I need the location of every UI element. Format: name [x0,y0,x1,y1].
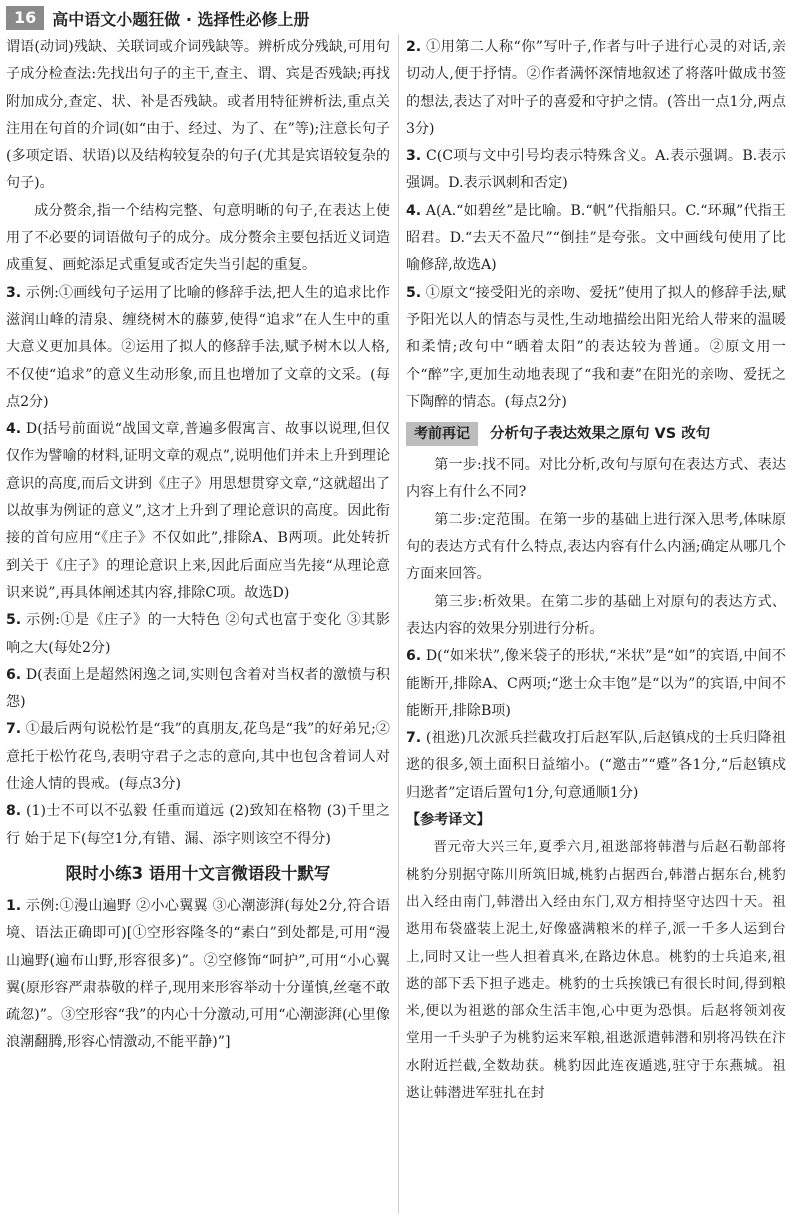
answer-7 [6,716,390,798]
answer-text: (1)士不可以不弘毅 任重而道远 (2)致知在格物 (3)千里之行 始于足下(每空1分,有错、漏、添字则该空不得分) [6,803,390,847]
review-tag: 考前再记 [406,422,478,446]
right-column [406,34,786,1107]
answer-number: 6. [6,666,22,683]
answer-5 [6,607,390,662]
column-divider [398,34,399,1214]
review-step-1: 第一步:找不同。对比分析,改句与原句在表达方式、表达内容上有什么不同? [406,457,786,501]
answer-2 [406,34,786,143]
answer-number: 3. [6,284,22,301]
answer-text: C(C项与文中引号均表示特殊含义。A.表示强调。B.表示强调。D.表示讽刺和否定) [406,148,786,192]
intro-paragraph-1: 谓语(动词)残缺、关联词或介词残缺等。辨析成分残缺,可用句子成分检查法:先找出句子的主干,查主、谓、宾是否残缺;再找附加成分,查定、状、补是否残缺。或者用特征辨析法,重点关注用在句首的介词(如“由于、经过、为了、在”等);注意长句子(多项定语、状语)以及结构较复杂的句子(尤其是宾语较复杂的句子)。 [6,39,390,192]
answer-6 [406,643,786,725]
left-column [6,34,390,1057]
answer-text: ①原文“接受阳光的亲吻、爱抚”使用了拟人的修辞手法,赋予阳光以人的情态与灵性,生动地描绘出阳光给人带来的温暖和柔情;改句中“晒着太阳”的表达较为普通。②原文用一个“醉”字,更加生动地表现了“我和妻”在阳光的亲吻、爱抚之下陶醉的情态。(每点2分) [406,284,786,410]
book-title: 高中语文小题狂做 · 选择性必修上册 [52,9,310,29]
answer-number: 1. [6,897,22,914]
answer-3 [6,280,390,416]
page-header [6,4,310,32]
answer-number: 8. [6,803,22,820]
answer-number: 3. [406,148,422,165]
answer-7 [406,725,786,807]
answer-number: 2. [406,39,422,55]
review-title: 分析句子表达效果之原句 VS 改句 [490,425,711,442]
reference-translation-text: 晋元帝大兴三年,夏季六月,祖逖部将韩潜与后赵石勒部将桃豹分别据守陈川所筑旧城,桃豹占据西台,韩潜占据东台,桃豹出入经由南门,韩潜出入经由东门,双方相持坚守达四十天。祖逖用布袋盛装上泥土,好像盛满粮米的样子,派一千多人运到台上,同时又让一些人担着真米,在路边休息。桃豹的士兵追来,祖逖的部下丢下担子逃走。桃豹的士兵挨饿已有很长时间,得到粮米,便以为祖逖的部众生活丰饱,心中更为恐惧。后赵将领刘夜堂用一千头驴子为桃豹运来军粮,祖逖派遣韩潜和别将冯铁在汴水附近拦截,全数劫获。桃豹因此连夜遁逃,驻守于东燕城。祖逖让韩潜进军驻扎在封 [406,839,786,1101]
answer-3 [406,143,786,198]
answer-text: D(表面上是超然闲逸之词,实则包含着对当权者的激愤与积怨) [6,666,390,711]
answer-text: ①最后两句说松竹是“我”的真朋友,花鸟是“我”的好弟兄;②意托于松竹花鸟,表明守君子之志的意向,其中也包含着词人对仕途人情的畏戒。(每点3分) [6,721,390,793]
answer-number: 7. [406,730,422,747]
answer-8 [6,798,390,853]
answer-text: ①用第二人称“你”写叶子,作者与叶子进行心灵的对话,亲切动人,便于抒情。②作者满怀深情地叙述了将落叶做成书签的想法,表达了对叶子的喜爱和守护之情。(答出一点1分,两点3分) [406,39,786,137]
review-step-2: 第二步:定范围。在第一步的基础上进行深入思考,体味原句的表达方式有什么特点,表达内容有什么内涵;确定从哪几个方面来回答。 [406,511,786,583]
section-answer-1 [6,893,390,1057]
answer-number: 4. [6,421,22,438]
answer-text: (祖逖)几次派兵拦截攻打后赵军队,后赵镇戍的士兵归降祖逖的很多,领土面积日益缩小。(“邀击”“蹙”各1分,“后赵镇戍归逖者”定语后置句1分,句意通顺1分) [406,730,786,801]
answer-text: D(“如米状”,像米袋子的形状,“米状”是“如”的宾语,中间不能断开,排除A、C两项;“逖士众丰饱”是“以为”的宾语,中间不能断开,排除B项) [406,648,786,719]
answer-number: 6. [406,648,422,665]
intro-paragraph-2: 成分赘余,指一个结构完整、句意明晰的句子,在表达上使用了不必要的词语做句子的成分。成分赘余主要包括近义词造成重复、画蛇添足式重复或否定失当引起的重复。 [6,202,390,274]
answer-4 [406,198,786,280]
answer-number: 5. [406,284,422,301]
answer-text: 示例:①画线句子运用了比喻的修辞手法,把人生的追求比作滋润山峰的清泉、缠绕树木的藤萝,使得“追求”在人生中的重大意义更加具体。②运用了拟人的修辞手法,赋予树木以人格,不仅使“追求”的意义生动形象,而且也增加了文章的文采。(每点2分) [6,284,390,410]
review-step-3: 第三步:析效果。在第二步的基础上对原句的表达方式、表达内容的效果分别进行分析。 [406,593,786,637]
reference-translation-heading: 【参考译文】 [406,812,491,829]
review-box [406,420,786,448]
page-number: 16 [6,6,44,30]
answer-5 [406,280,786,416]
answer-number: 7. [6,721,22,738]
answer-text: D(括号前面说“战国文章,普遍多假寓言、故事以说理,但仅仅作为譬喻的材料,证明文章的观点”,说明他们并未上升到理论意识的高度,而后文讲到《庄子》用思想贯穿文章,“这就超出了以故事为例证的意义”,这才上升到了理论意识的高度。因此衔接的首句应用“《庄子》不仅如此”,排除A、B两项。此处转折到关于《庄子》的理论意识上来,因此后面应当先接“从理论意识来说”,再具体阐述其内容,排除C项。故选D) [6,421,390,601]
answer-4 [6,416,390,607]
answer-number: 4. [406,202,422,219]
answer-text: A(A.“如碧丝”是比喻。B.“帆”代指船只。C.“环珮”代指王昭君。D.“去天不盈尺”“倒挂”是夸张。文中画线句使用了比喻修辞,故选A) [406,202,786,274]
answer-6 [6,662,390,717]
answer-number: 5. [6,612,22,629]
answer-text: 示例:①是《庄子》的一大特色 ②句式也富于变化 ③其影响之大(每处2分) [6,612,390,656]
answer-text: 示例:①漫山遍野 ②小心翼翼 ③心潮澎湃(每处2分,符合语境、语法正确即可)[①空形容隆冬的“素白”到处都是,可用“漫山遍野(遍布山野,形容很多)”。②空修饰“呵护”,可用“小心翼翼(原形容严肃恭敬的样子,现用来形容举动十分谨慎,丝毫不敢疏忽)”。③空形容“我”的内心十分激动,可用“心潮澎湃(心里像浪潮翻腾,形容心情激动,不能平静)”] [6,897,390,1051]
section-title: 限时小练3 语用十文言微语段十默写 [65,863,331,883]
